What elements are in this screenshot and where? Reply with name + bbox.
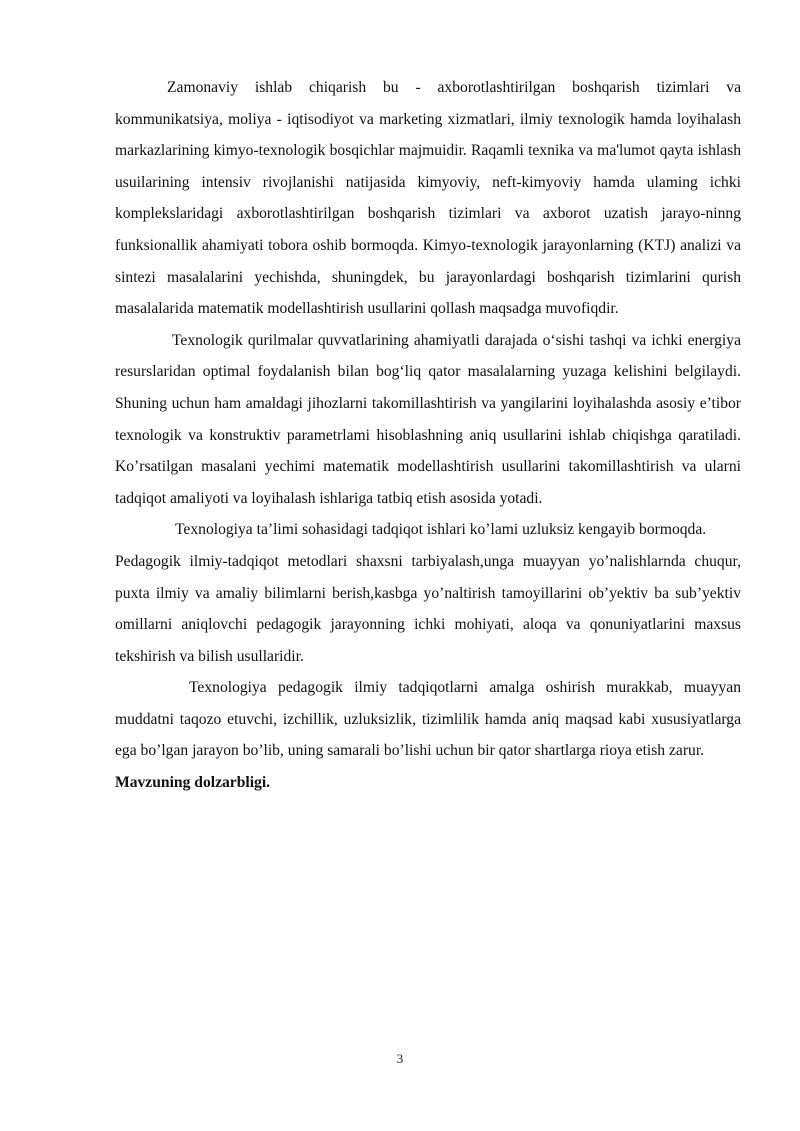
paragraph-pedagogical-methods: Pedagogik ilmiy-tadqiqot metodlari shaxsni tarbiyalash,unga muayyan yo’nalishlarnda chuqur, puxta ilmiy va amaliy bilimlarni berish,kasbga yo’naltirish tamoyillarini ob’yektiv ba sub’yektiv omillarni aniqlovchi pedagogik jarayonning ichki mohiyati, aloqa va qonuniyatlarini maxsus tekshirish va bilish usullaridir. xyxy=(115,552,741,665)
paragraph-technological-equipment: Texnologik qurilmalar quvvatlarining ahamiyatli darajada o‘sishi tashqi va ichki energiya resurslaridan optimal foydalanish bilan bog‘liq qator masalalarning yuzaga kelishini belgilaydi. Shuning uchun ham amaldagi jihozlarni takomillashtirish va yangilarini loyihalashda asosiy e’tibor texnologik va konstruktiv parametrlami hisoblashning aniq usullarini ishlab chiqishga qaratiladi. Ko’rsatilgan masalani yechimi matematik modellashtirish usullarini takomillashtirish va ularni tadqiqot amaliyoti va loyihalash ishlariga tatbiq etish asosida yotadi. xyxy=(115,331,741,507)
page-number: 3 xyxy=(396,1051,404,1066)
document-page xyxy=(115,72,741,799)
paragraph-pedagogical-research: Texnologiya pedagogik ilmiy tadqiqotlarni amalga oshirish murakkab, muayyan muddatni taqozo etuvchi, izchillik, uzluksizlik, tizimlilik hamda aniq maqsad kabi xususiyatlarga ega bo’lgan jarayon bo’lib, uning samarali bo’lishi uchun bir qator shartlarga rioya etish zarur. xyxy=(115,679,741,760)
paragraph-modern-production: Zamonaviy ishlab chiqarish bu - axborotlashtirilgan boshqarish tizimlari va kommunikatsiya, moliya - iqtisodiyot va marketing xizmatlari, ilmiy texnologik hamda loyihalash markazlarining kimyo-texnologik bosqichlar majmuidir. Raqamli texnika va ma'lumot qayta ishlash usuilarining intensiv rivojlanishi natijasida kimyoviy, neft-kimyoviy hamda ulaming ichki komplekslaridagi axborotlashtirilgan boshqarish tizimlari va axborot uzatish jarayo-ninng funksionallik ahamiyati tobora oshib bormoqda. Kimyo-texnologik jarayonlarning (KTJ) analizi va sintezi masalalarini yechishda, shuningdek, bu jarayonlardagi boshqarish tizimlarini qurish masalalarida matematik modellashtirish usullarini qollash maqsadga muvofiqdir. xyxy=(115,79,741,318)
paragraph-technology-education: Texnologiya ta’limi sohasidagi tadqiqot ishlari ko’lami uzluksiz kengayib bormoqda. xyxy=(175,521,707,539)
section-heading: Mavzuning dolzarbligi. xyxy=(115,774,271,792)
